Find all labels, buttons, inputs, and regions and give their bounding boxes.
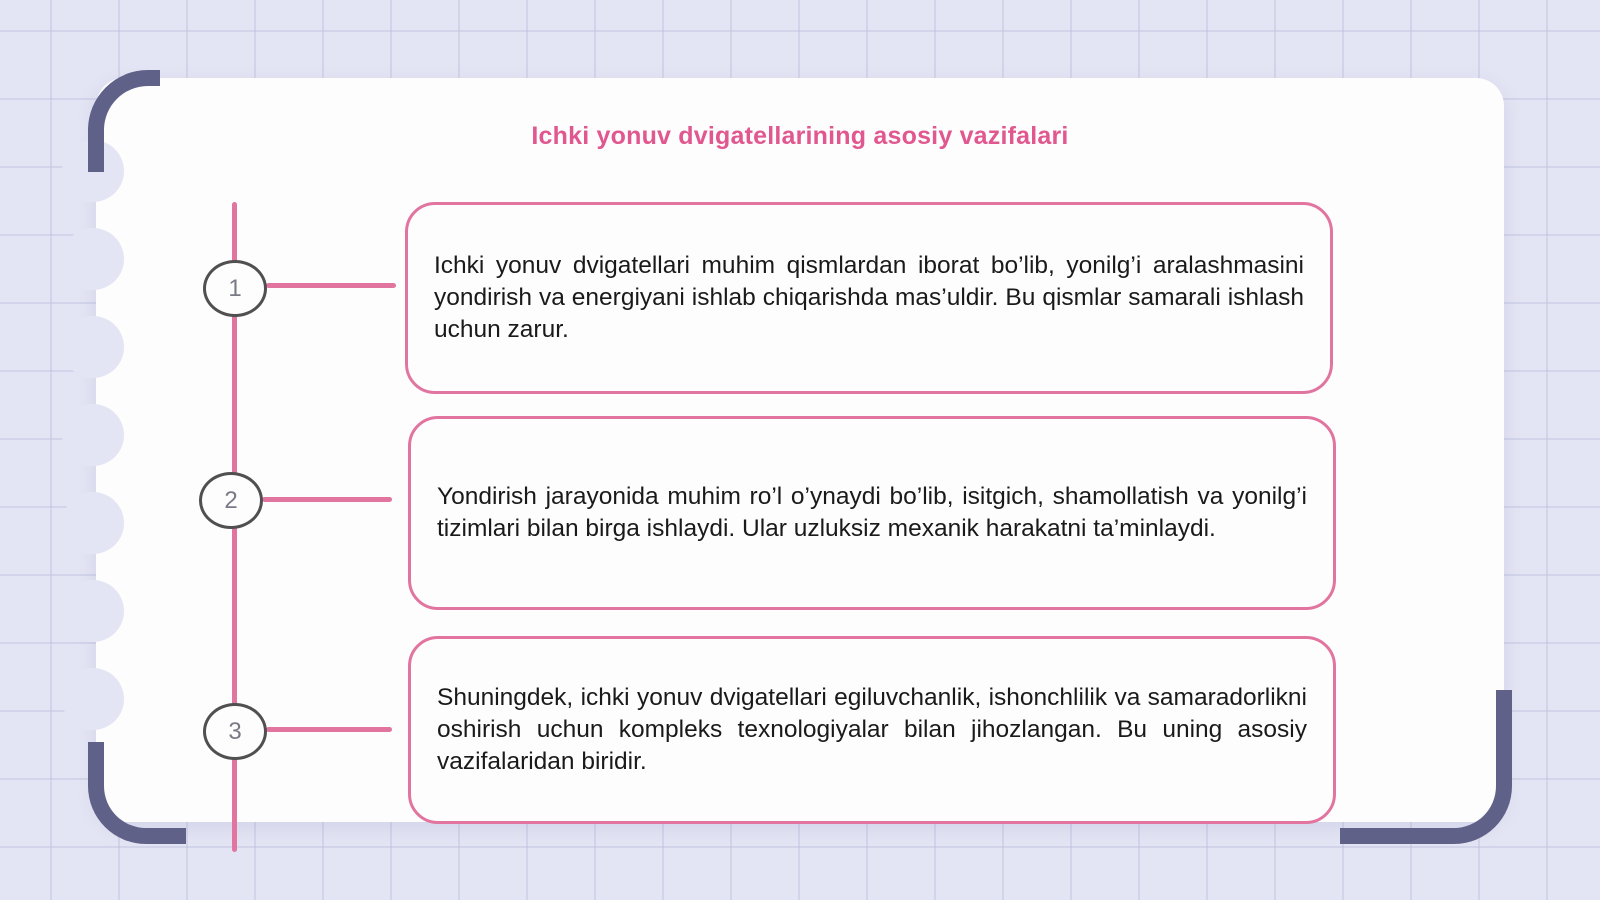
step-number: 3 — [228, 717, 242, 745]
step-connector-2 — [262, 497, 392, 502]
corner-bracket-bottom-right — [1340, 690, 1512, 844]
card-notch — [62, 668, 124, 730]
step-text-box-1 — [405, 202, 1333, 394]
step-text: Yondirish jarayonida muhim ro’l o’ynaydi bo’lib, isitgich, shamollatish va yonilg’i tizimlari bilan birga ishlaydi. Ular uzluksiz mexanik harakatni ta’minlaydi. — [437, 483, 1307, 542]
step-number: 2 — [224, 486, 238, 514]
step-connector-1 — [266, 283, 396, 288]
card-notch — [62, 316, 124, 378]
step-number: 1 — [228, 274, 242, 302]
card-notch — [62, 580, 124, 642]
step-connector-3 — [266, 727, 392, 732]
step-number-circle-3 — [203, 703, 267, 760]
step-text: Shuningdek, ichki yonuv dvigatellari egiluvchanlik, ishonchlilik va samaradorlikni oshirish uchun kompleks texnologiyalar bilan jihozlangan. Bu uning asosiy vazifalaridan biridir. — [437, 684, 1307, 775]
corner-bracket-top-left — [88, 70, 160, 172]
card-notch — [62, 404, 124, 466]
step-text-box-3 — [408, 636, 1336, 824]
step-text: Ichki yonuv dvigatellari muhim qismlardan iborat bo’lib, yonilg’i aralashmasini yondirish va energiyani ishlab chiqarishda mas’uldir. Bu qismlar samarali ishlash uchun zarur. — [434, 252, 1304, 343]
card-notch — [62, 492, 124, 554]
card-notch — [62, 228, 124, 290]
corner-bracket-bottom-left — [88, 742, 186, 844]
slide-title: Ichki yonuv dvigatellarining asosiy vazifalari — [531, 122, 1069, 150]
step-number-circle-2 — [199, 472, 263, 529]
step-number-circle-1 — [203, 260, 267, 317]
step-text-box-2 — [408, 416, 1336, 610]
